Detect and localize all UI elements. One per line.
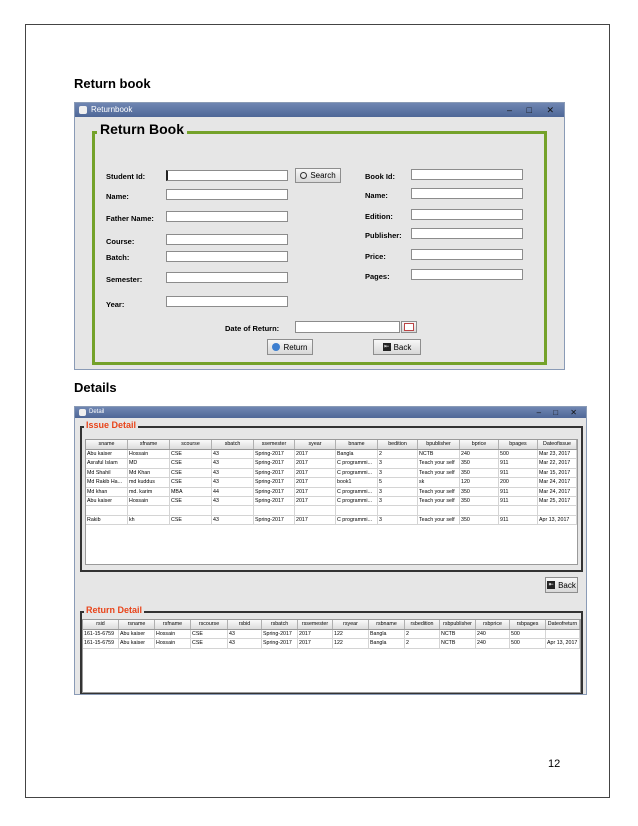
page-number: 12 [548, 758, 561, 770]
window-controls[interactable]: – □ ✕ [507, 105, 560, 115]
batch-field[interactable] [166, 251, 288, 262]
column-header[interactable]: rsfname [155, 620, 191, 629]
back-button[interactable] [373, 339, 421, 355]
table-cell: 2017 [295, 488, 336, 496]
student-name-label: Name: [106, 192, 129, 201]
table-cell: 120 [460, 478, 499, 486]
column-header[interactable]: bpublisher [418, 440, 460, 449]
table-cell: 5 [378, 478, 418, 486]
father-name-field[interactable] [166, 211, 288, 222]
column-header[interactable]: bprice [460, 440, 499, 449]
table-cell: Spring-2017 [254, 488, 295, 496]
book-id-input[interactable] [411, 169, 523, 180]
column-header[interactable]: rsbedition [405, 620, 440, 629]
student-id-input[interactable] [166, 170, 288, 181]
year-label: Year: [106, 300, 125, 309]
table-row[interactable] [86, 450, 577, 459]
edition-field[interactable] [411, 209, 523, 220]
table-cell: C programmi... [336, 516, 378, 524]
table-body [83, 630, 580, 649]
table-cell: MBA [170, 488, 212, 496]
table-cell: CSE [191, 639, 228, 647]
table-row[interactable] [83, 630, 580, 639]
table-cell: Bangla [369, 639, 405, 647]
table-cell: 2017 [295, 516, 336, 524]
table-body [86, 450, 577, 525]
table-cell: sk [418, 478, 460, 486]
back-icon: ⇤ [548, 582, 554, 588]
table-cell [295, 506, 336, 514]
window-titlebar[interactable] [75, 407, 586, 418]
table-cell: 500 [510, 630, 546, 638]
table-cell: 3 [378, 488, 418, 496]
column-header[interactable]: rsbpublisher [440, 620, 476, 629]
column-header[interactable]: bname [336, 440, 378, 449]
table-cell: CSE [170, 497, 212, 505]
semester-field[interactable] [166, 272, 288, 283]
table-cell: 43 [212, 516, 254, 524]
table-cell [336, 506, 378, 514]
table-cell: Rakib [86, 516, 128, 524]
table-cell: 43 [228, 639, 262, 647]
table-cell [170, 506, 212, 514]
search-button-label: Search [310, 171, 336, 180]
column-header[interactable]: rsyear [333, 620, 369, 629]
table-cell: 2 [405, 639, 440, 647]
column-header[interactable]: rsname [119, 620, 155, 629]
table-cell [460, 506, 499, 514]
table-cell: Spring-2017 [254, 497, 295, 505]
table-cell: 2017 [295, 497, 336, 505]
table-header [86, 440, 577, 450]
table-cell: 43 [212, 478, 254, 486]
table-cell: 2017 [295, 478, 336, 486]
table-cell: Spring-2017 [262, 639, 298, 647]
table-cell: Md Shahil [86, 469, 128, 477]
section-heading-details: Details [74, 380, 117, 395]
column-header[interactable]: bedition [378, 440, 418, 449]
column-header[interactable]: ssemester [254, 440, 295, 449]
table-cell: 3 [378, 497, 418, 505]
table-cell: 3 [378, 459, 418, 467]
table-cell: 911 [499, 459, 538, 467]
table-cell: 43 [212, 459, 254, 467]
table-row[interactable] [86, 488, 577, 497]
table-cell: 2017 [298, 630, 333, 638]
table-cell: 2017 [295, 469, 336, 477]
table-cell: Hossain [155, 639, 191, 647]
table-cell [418, 506, 460, 514]
publisher-label: Publisher: [365, 231, 402, 240]
table-cell: Teach your self [418, 459, 460, 467]
table-cell: Abu kaiser [86, 497, 128, 505]
book-name-label: Name: [365, 191, 388, 200]
window-titlebar[interactable] [75, 103, 564, 117]
table-cell: Bangla [369, 630, 405, 638]
pages-field[interactable] [411, 269, 523, 280]
table-cell: 43 [212, 497, 254, 505]
table-row[interactable] [86, 516, 577, 525]
column-header[interactable]: Dateofreturn [546, 620, 580, 629]
table-cell: Mar 23, 2017 [538, 450, 577, 458]
table-cell: C programmi... [336, 469, 378, 477]
table-cell: NCTB [440, 639, 476, 647]
date-of-return-input[interactable] [295, 321, 400, 333]
table-cell: CSE [170, 516, 212, 524]
table-cell: 43 [228, 630, 262, 638]
table-cell: 240 [460, 450, 499, 458]
table-cell: 350 [460, 497, 499, 505]
table-cell: Bangla [336, 450, 378, 458]
table-cell: Md Khan [128, 469, 170, 477]
back-button-label: Back [393, 342, 412, 352]
table-cell: 43 [212, 469, 254, 477]
column-header[interactable]: sfname [128, 440, 170, 449]
book-name-field[interactable] [411, 188, 523, 199]
column-header[interactable]: sbatch [212, 440, 254, 449]
table-row[interactable] [83, 639, 580, 648]
table-cell: Mar 15, 2017 [538, 469, 577, 477]
window-title: Returnbook [91, 105, 133, 114]
date-of-return-label: Date of Return: [225, 324, 280, 333]
window-body [75, 117, 564, 369]
column-header[interactable]: rsid [83, 620, 119, 629]
table-cell: Teach your self [418, 516, 460, 524]
column-header[interactable]: sname [86, 440, 128, 449]
table-cell: 350 [460, 516, 499, 524]
table-cell [254, 506, 295, 514]
table-cell: 44 [212, 488, 254, 496]
course-field[interactable] [166, 234, 288, 245]
table-row[interactable] [86, 459, 577, 468]
table-cell: Spring-2017 [254, 478, 295, 486]
table-cell: Spring-2017 [254, 469, 295, 477]
table-row[interactable] [86, 469, 577, 478]
table-cell: Hossain [128, 497, 170, 505]
table-cell: 350 [460, 488, 499, 496]
table-cell: 2 [405, 630, 440, 638]
table-cell: 350 [460, 459, 499, 467]
issue-detail-title: Issue Detail [86, 420, 137, 430]
table-cell: 200 [499, 478, 538, 486]
table-cell: Hossain [155, 630, 191, 638]
table-cell: 911 [499, 497, 538, 505]
student-id-label: Student Id: [106, 172, 146, 181]
return-icon [272, 343, 280, 351]
table-cell [212, 506, 254, 514]
calendar-icon [404, 323, 414, 331]
table-cell: CSE [191, 630, 228, 638]
pages-label: Pages: [365, 272, 390, 281]
table-cell: 2017 [298, 639, 333, 647]
table-row[interactable] [86, 478, 577, 487]
table-cell: 122 [333, 639, 369, 647]
table-cell: Apr 13, 2017 [538, 516, 577, 524]
back-icon: ⇤ [384, 344, 390, 350]
return-detail-title: Return Detail [86, 605, 143, 615]
table-cell: CSE [170, 478, 212, 486]
table-cell: Spring-2017 [262, 630, 298, 638]
edition-label: Edition: [365, 212, 393, 221]
column-header[interactable]: Dateofissue [538, 440, 577, 449]
table-cell: 43 [212, 450, 254, 458]
table-cell: Mar 25, 2017 [538, 497, 577, 505]
father-name-label: Father Name: [106, 214, 154, 223]
table-cell [86, 506, 128, 514]
return-book-window [74, 102, 565, 370]
calendar-button[interactable] [401, 321, 417, 333]
column-header[interactable]: scourse [170, 440, 212, 449]
issue-detail-panel [80, 420, 583, 572]
table-cell: Teach your self [418, 469, 460, 477]
table-cell: CSE [170, 469, 212, 477]
batch-label: Batch: [106, 253, 130, 262]
table-cell: Md khan [86, 488, 128, 496]
table-cell: 911 [499, 488, 538, 496]
column-header[interactable]: rsbpages [510, 620, 546, 629]
table-cell: 2017 [295, 450, 336, 458]
course-label: Course: [106, 237, 135, 246]
search-button[interactable] [295, 168, 341, 183]
table-cell: Mar 24, 2017 [538, 488, 577, 496]
publisher-field[interactable] [411, 228, 523, 239]
back-button[interactable] [545, 577, 578, 593]
table-cell: 3 [378, 469, 418, 477]
table-cell: 161-15-6759 [83, 639, 119, 647]
table-cell [128, 506, 170, 514]
table-cell: 911 [499, 516, 538, 524]
return-detail-panel [80, 605, 583, 695]
search-icon [300, 172, 307, 179]
table-cell: 500 [499, 450, 538, 458]
column-header[interactable]: rsbatch [262, 620, 298, 629]
semester-label: Semester: [106, 275, 143, 284]
table-cell: 350 [460, 469, 499, 477]
table-cell: md kuddus [128, 478, 170, 486]
student-name-field[interactable] [166, 189, 288, 200]
table-cell: Md Rakib Ha... [86, 478, 128, 486]
table-cell: 161-15-6759 [83, 630, 119, 638]
column-header[interactable]: bpages [499, 440, 538, 449]
table-cell: Abu kaiser [86, 450, 128, 458]
column-header[interactable]: rscourse [191, 620, 228, 629]
table-cell: Abu kaiser [119, 639, 155, 647]
table-cell: Apr 13, 2017 [546, 639, 580, 647]
table-cell: 3 [378, 516, 418, 524]
table-cell: 911 [499, 469, 538, 477]
table-cell [546, 630, 580, 638]
return-detail-table[interactable] [82, 619, 581, 693]
table-cell: Hossain [128, 450, 170, 458]
table-cell: Mar 22, 2017 [538, 459, 577, 467]
table-cell: Spring-2017 [254, 516, 295, 524]
column-header[interactable]: rsbid [228, 620, 262, 629]
table-cell: Spring-2017 [254, 450, 295, 458]
panel-title: Return Book [97, 121, 187, 137]
price-label: Price: [365, 252, 386, 261]
column-header[interactable]: rsbname [369, 620, 405, 629]
table-cell: 240 [476, 630, 510, 638]
table-header [83, 620, 580, 630]
table-cell: 500 [510, 639, 546, 647]
table-cell: Abu kaiser [119, 630, 155, 638]
column-header[interactable]: rssemester [298, 620, 333, 629]
column-header[interactable]: rsbprice [476, 620, 510, 629]
year-field[interactable] [166, 296, 288, 307]
table-row[interactable] [86, 506, 577, 515]
table-cell: C programmi... [336, 488, 378, 496]
table-cell [538, 506, 577, 514]
table-cell: kh [128, 516, 170, 524]
table-cell: C programmi... [336, 459, 378, 467]
table-cell [499, 506, 538, 514]
table-cell: Teach your self [418, 497, 460, 505]
app-icon [79, 106, 87, 114]
table-cell: MD [128, 459, 170, 467]
table-cell: md. karim [128, 488, 170, 496]
return-button[interactable] [267, 339, 313, 355]
table-row[interactable] [86, 497, 577, 506]
table-cell: CSE [170, 459, 212, 467]
table-cell: CSE [170, 450, 212, 458]
table-cell: 122 [333, 630, 369, 638]
back-button-label: Back [558, 580, 576, 590]
section-heading-return-book: Return book [74, 76, 151, 91]
column-header[interactable]: syear [295, 440, 336, 449]
table-cell: NCTB [440, 630, 476, 638]
table-cell: NCTB [418, 450, 460, 458]
table-cell: 240 [476, 639, 510, 647]
table-cell: 2 [378, 450, 418, 458]
table-cell: Mar 24, 2017 [538, 478, 577, 486]
price-field[interactable] [411, 249, 523, 260]
app-icon [79, 409, 86, 416]
table-cell: 2017 [295, 459, 336, 467]
window-controls[interactable]: – □ ✕ [536, 408, 582, 417]
detail-window [74, 406, 587, 695]
table-cell: Teach your self [418, 488, 460, 496]
table-cell [378, 506, 418, 514]
issue-detail-table[interactable] [85, 439, 578, 565]
table-cell: C programmi... [336, 497, 378, 505]
book-id-label: Book Id: [365, 172, 395, 181]
table-cell: Asraful Islam [86, 459, 128, 467]
return-button-label: Return [283, 342, 308, 352]
window-title: Detail [89, 409, 105, 415]
table-cell: book1 [336, 478, 378, 486]
table-cell: Spring-2017 [254, 459, 295, 467]
